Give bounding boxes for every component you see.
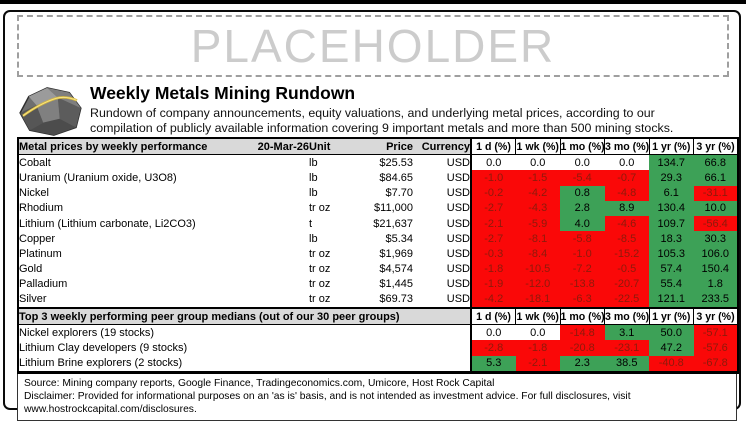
peer-group-name-cell: Lithium Clay developers (9 stocks) <box>19 342 188 355</box>
price-cell: $1,969 <box>379 247 413 260</box>
metal-row <box>18 277 738 292</box>
perf-value-cell: -10.5 <box>516 262 561 277</box>
perf-value-cell: -8.5 <box>605 231 650 246</box>
page-title: Weekly Metals Mining Rundown <box>90 83 356 103</box>
perf-value-cell: 233.5 <box>694 292 739 308</box>
perf-value-cell: 109.7 <box>649 216 694 231</box>
perf-value-cell: 57.4 <box>649 262 694 277</box>
perf-value-cell: -2.8 <box>471 340 516 355</box>
perf-value-cell: -22.5 <box>605 292 650 308</box>
price-cell: $21,637 <box>373 217 413 230</box>
perf-value-cell: 150.4 <box>694 262 739 277</box>
price-cell: $4,574 <box>379 263 413 276</box>
price-cell: $1,445 <box>379 278 413 291</box>
unit-cell: tr oz <box>309 202 331 215</box>
date-spacer-cell <box>241 155 309 171</box>
perf-value-cell: -4.3 <box>516 201 561 216</box>
perf-value-cell: 2.8 <box>560 201 605 216</box>
perf-value-cell: -5.4 <box>560 170 605 185</box>
perf-value-cell: -20.7 <box>605 277 650 292</box>
perf-value-cell: 10.0 <box>694 201 739 216</box>
perf-value-cell: 0.0 <box>560 155 605 171</box>
disclaimer-line: Disclaimer: Provided for informational purposes on an 'as is' basis, and is not intended as investment advice. For full disclosures, visit www.hostrockcapital.com/disclosures. <box>24 391 631 416</box>
perf-column-header: 1 yr (%) <box>649 138 694 155</box>
perf-value-cell: 2.3 <box>560 356 605 373</box>
perf-value-cell: -1.0 <box>560 246 605 261</box>
metal-row <box>18 170 738 185</box>
currency-cell: USD <box>446 293 470 306</box>
perf-column-header: 1 mo (%) <box>560 308 605 325</box>
perf-column-header: 1 d (%) <box>471 308 516 325</box>
metal-name-cell: Palladium <box>19 278 68 291</box>
peer-group-name-cell: Lithium Brine explorers (2 stocks) <box>19 357 183 370</box>
unit-cell: lb <box>309 171 318 184</box>
perf-value-cell: -20.8 <box>560 340 605 355</box>
perf-value-cell: -0.5 <box>605 262 650 277</box>
page-description-line2: compilation of publicly available information covering 9 important metals and more than 500 mining stocks. <box>90 120 674 135</box>
metals-table <box>17 137 739 374</box>
perf-value-cell: 0.0 <box>516 155 561 171</box>
perf-value-cell: -31.1 <box>694 186 739 201</box>
source-line: Source: Mining company reports, Google Finance, Tradingeconomics.com, Umicore, Host Rock Capital <box>24 377 495 389</box>
perf-value-cell: -4.2 <box>471 292 516 308</box>
peer-header-row <box>18 308 738 325</box>
perf-value-cell: -57.1 <box>694 325 739 341</box>
price-cell: $5.34 <box>385 232 413 245</box>
perf-value-cell: -67.8 <box>694 356 739 373</box>
perf-value-cell: -23.1 <box>605 340 650 355</box>
unit-cell: t <box>309 217 313 230</box>
perf-value-cell: -1.8 <box>516 340 561 355</box>
perf-value-cell: 8.9 <box>605 201 650 216</box>
currency-cell: USD <box>446 171 470 184</box>
metal-name-cell: Platinum <box>19 247 62 260</box>
metal-row <box>18 246 738 261</box>
peer-group-name-cell: Nickel explorers (19 stocks) <box>19 326 155 339</box>
report-content <box>17 137 737 421</box>
peer-group-row <box>18 325 738 341</box>
perf-value-cell: -5.8 <box>560 231 605 246</box>
date-spacer-cell <box>241 231 309 246</box>
date-spacer-cell <box>241 201 309 216</box>
perf-value-cell: 106.0 <box>694 246 739 261</box>
perf-value-cell: 0.0 <box>605 155 650 171</box>
unit-cell: tr oz <box>309 278 331 291</box>
perf-value-cell: 18.3 <box>649 231 694 246</box>
perf-value-cell: 29.3 <box>649 170 694 185</box>
perf-value-cell: 105.3 <box>649 246 694 261</box>
perf-value-cell: 121.1 <box>649 292 694 308</box>
perf-value-cell: -2.7 <box>471 201 516 216</box>
perf-value-cell: 38.5 <box>605 356 650 373</box>
perf-column-header: 3 mo (%) <box>605 138 650 155</box>
report-date: 20-Mar-26 <box>241 138 309 155</box>
perf-column-header: 1 mo (%) <box>560 138 605 155</box>
date-spacer-cell <box>241 262 309 277</box>
date-spacer-cell <box>241 277 309 292</box>
top-black-bar <box>0 0 746 4</box>
perf-value-cell: 5.3 <box>471 356 516 373</box>
perf-value-cell: -0.2 <box>471 186 516 201</box>
perf-value-cell: -56.4 <box>694 216 739 231</box>
metal-name-cell: Silver <box>19 293 47 306</box>
currency-column-header: Currency <box>413 138 471 155</box>
perf-value-cell: 1.8 <box>694 277 739 292</box>
date-spacer-cell <box>241 170 309 185</box>
header-row <box>14 83 734 137</box>
perf-value-cell: 66.8 <box>694 155 739 171</box>
rock-icon <box>14 84 86 138</box>
price-cell: $84.65 <box>379 171 413 184</box>
perf-value-cell: -4.2 <box>516 186 561 201</box>
metal-row <box>18 201 738 216</box>
currency-cell: USD <box>446 263 470 276</box>
unit-cell: lb <box>309 232 318 245</box>
price-column-header: Price <box>353 138 413 155</box>
metal-row <box>18 155 738 171</box>
title-block <box>90 83 734 135</box>
unit-cell: lb <box>309 187 318 200</box>
perf-value-cell: -57.6 <box>694 340 739 355</box>
perf-value-cell: -8.4 <box>516 246 561 261</box>
placeholder-watermark-text: PLACEHOLDER <box>190 20 556 72</box>
price-cell: $7.70 <box>385 187 413 200</box>
metals-section-title: Metal prices by weekly performance <box>18 138 241 155</box>
unit-cell: lb <box>309 156 318 169</box>
perf-value-cell: -1.5 <box>516 170 561 185</box>
perf-value-cell: -6.3 <box>560 292 605 308</box>
footer-box <box>17 374 737 421</box>
metal-name-cell: Nickel <box>19 187 49 200</box>
currency-cell: USD <box>446 278 470 291</box>
perf-column-header: 3 mo (%) <box>605 308 650 325</box>
metal-name-cell: Copper <box>19 232 56 245</box>
perf-column-header: 3 yr (%) <box>694 308 739 325</box>
unit-cell: tr oz <box>309 263 331 276</box>
currency-cell: USD <box>446 202 470 215</box>
metal-row <box>18 292 738 308</box>
metal-name-cell: Cobalt <box>19 156 51 169</box>
perf-value-cell: -14.8 <box>560 325 605 341</box>
metal-name-cell: Gold <box>19 263 43 276</box>
perf-value-cell: -1.9 <box>471 277 516 292</box>
perf-value-cell: -13.8 <box>560 277 605 292</box>
metal-name-cell: Rhodium <box>19 202 64 215</box>
perf-value-cell: -2.1 <box>471 216 516 231</box>
perf-value-cell: -0.7 <box>605 170 650 185</box>
unit-column-header: Unit <box>309 138 353 155</box>
perf-value-cell: -15.2 <box>605 246 650 261</box>
price-cell: $11,000 <box>374 202 413 215</box>
date-spacer-cell <box>241 246 309 261</box>
placeholder-watermark-box <box>17 15 729 77</box>
metal-name-cell: Uranium (Uranium oxide, U3O8) <box>19 171 177 184</box>
perf-column-header: 1 d (%) <box>471 138 516 155</box>
currency-cell: USD <box>446 156 470 169</box>
perf-value-cell: -1.0 <box>471 170 516 185</box>
price-cell: $69.73 <box>379 293 413 306</box>
metal-row <box>18 262 738 277</box>
perf-value-cell: 130.4 <box>649 201 694 216</box>
metal-row <box>18 231 738 246</box>
perf-value-cell: 0.8 <box>560 186 605 201</box>
date-spacer-cell <box>241 292 309 308</box>
currency-cell: USD <box>446 217 470 230</box>
perf-value-cell: 0.0 <box>516 325 561 341</box>
peer-group-row <box>18 340 738 355</box>
date-spacer-cell <box>241 216 309 231</box>
perf-value-cell: 55.4 <box>649 277 694 292</box>
perf-value-cell: 66.1 <box>694 170 739 185</box>
metal-row <box>18 216 738 231</box>
page-description-line1: Rundown of company announcements, equity valuations, and underlying metal prices, according to our <box>90 106 655 120</box>
peer-group-row <box>18 356 738 373</box>
perf-value-cell: 30.3 <box>694 231 739 246</box>
perf-value-cell: 4.0 <box>560 216 605 231</box>
perf-value-cell: -0.3 <box>471 246 516 261</box>
perf-column-header: 1 wk (%) <box>516 308 561 325</box>
perf-value-cell: -8.1 <box>516 231 561 246</box>
perf-column-header: 1 wk (%) <box>516 138 561 155</box>
perf-value-cell: 6.1 <box>649 186 694 201</box>
perf-value-cell: -2.7 <box>471 231 516 246</box>
currency-cell: USD <box>446 232 470 245</box>
perf-value-cell: 0.0 <box>471 155 516 171</box>
perf-column-header: 3 yr (%) <box>694 138 739 155</box>
metal-name-cell: Lithium (Lithium carbonate, Li2CO3) <box>19 217 196 230</box>
perf-value-cell: 0.0 <box>471 325 516 341</box>
perf-value-cell: -40.8 <box>649 356 694 373</box>
perf-value-cell: -7.2 <box>560 262 605 277</box>
perf-value-cell: -5.9 <box>516 216 561 231</box>
perf-value-cell: -1.8 <box>471 262 516 277</box>
metal-row <box>18 186 738 201</box>
perf-value-cell: 50.0 <box>649 325 694 341</box>
perf-value-cell: -12.0 <box>516 277 561 292</box>
perf-value-cell: 134.7 <box>649 155 694 171</box>
perf-value-cell: -4.6 <box>605 216 650 231</box>
price-cell: $25.53 <box>379 156 413 169</box>
unit-cell: tr oz <box>309 247 331 260</box>
perf-value-cell: 3.1 <box>605 325 650 341</box>
date-spacer-cell <box>241 186 309 201</box>
perf-value-cell: -2.1 <box>516 356 561 373</box>
unit-cell: tr oz <box>309 293 331 306</box>
currency-cell: USD <box>446 187 470 200</box>
currency-cell: USD <box>446 247 470 260</box>
perf-column-header: 1 yr (%) <box>649 308 694 325</box>
perf-value-cell: 47.2 <box>649 340 694 355</box>
perf-value-cell: -18.1 <box>516 292 561 308</box>
metals-header-row <box>18 138 738 155</box>
peer-section-title: Top 3 weekly performing peer group medians (out of our 30 peer groups) <box>18 308 471 325</box>
perf-value-cell: -4.8 <box>605 186 650 201</box>
